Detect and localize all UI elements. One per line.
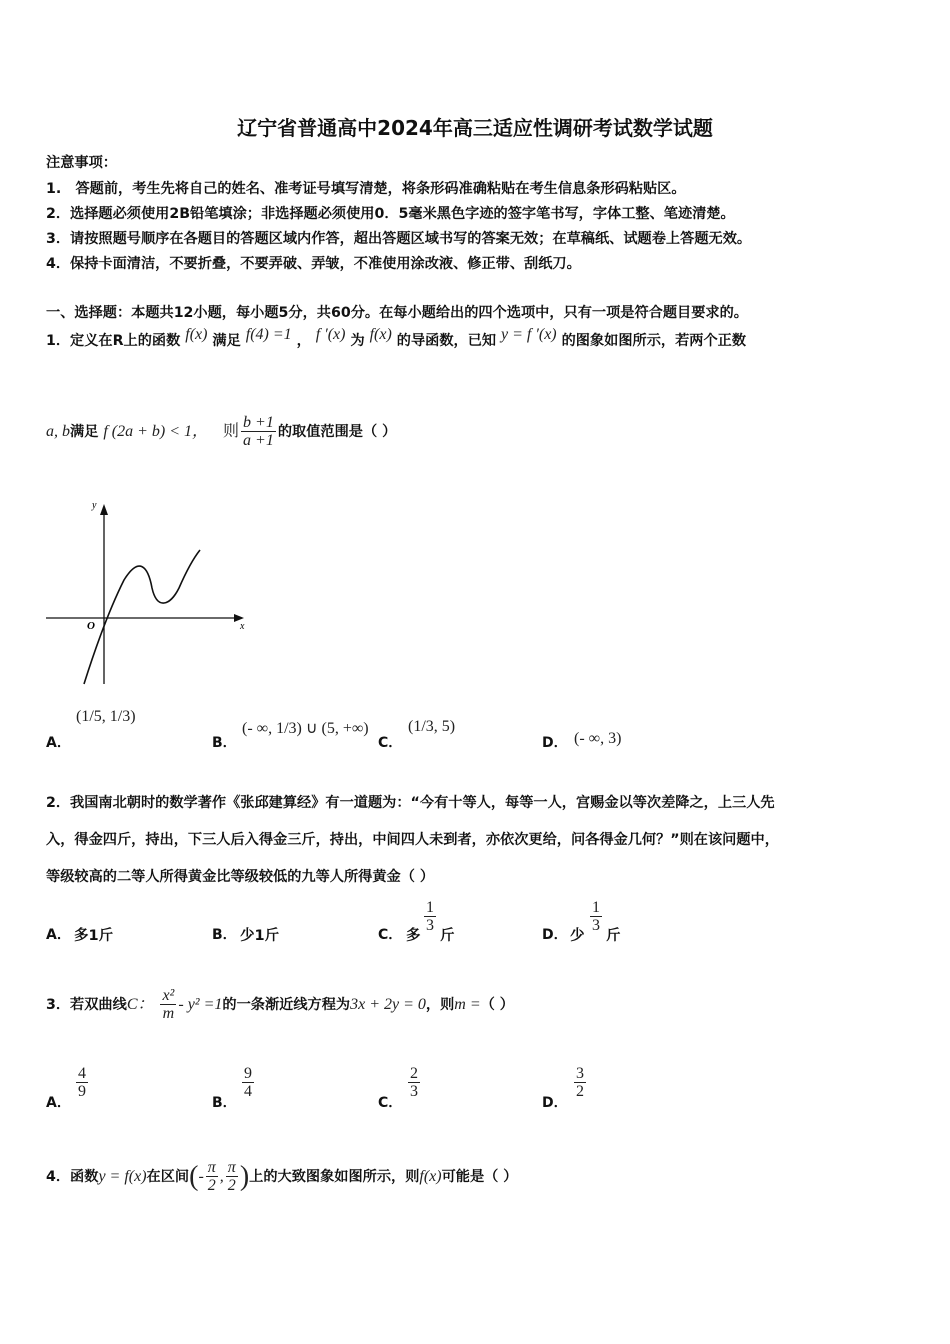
- q3-math-m: m =: [454, 996, 481, 1013]
- q3-b-num: 9: [244, 1065, 252, 1082]
- q1-math-fx2: f(x): [369, 326, 392, 343]
- q3-frac-num: x²: [162, 987, 175, 1004]
- question-4-stem: [46, 1160, 518, 1194]
- q3-option-b-fraction: [242, 1066, 254, 1100]
- q3-d-num: 3: [576, 1065, 584, 1082]
- q4-b-num: π: [227, 1159, 236, 1176]
- q4-neg: -: [198, 1168, 204, 1185]
- origin-label: O: [87, 620, 95, 632]
- q1-text-8: 的取值范围是（ ）: [277, 424, 397, 440]
- q2-option-c-label: C．: [378, 927, 403, 943]
- q3-b-den: 4: [244, 1083, 252, 1100]
- q2-d-num: 1: [592, 899, 600, 916]
- q3-text-1: 3．若双曲线: [46, 997, 127, 1013]
- q1-math-ineq: f (2a + b) < 1，: [103, 423, 209, 440]
- section-heading: 一、选择题：本题共12小题，每小题5分，共60分。在每小题给出的四个选项中，只有一项是符合题目要求的。: [46, 305, 748, 321]
- q1-options: [46, 704, 926, 754]
- q3-option-a-label: A．: [46, 1095, 71, 1111]
- notice-item-2: 2．选择题必须使用2B铅笔填涂；非选择题必须使用0．5毫米黑色字迹的签字笔书写，字体工整、笔迹清楚。: [46, 206, 735, 222]
- q1-text-1: 1．定义在R上的函数: [46, 333, 181, 349]
- notice-item-4: 4．保持卡面清洁，不要折叠，不要弄破、弄皱，不准使用涂改液、修正带、刮纸刀。: [46, 256, 581, 272]
- question-1-stem: [46, 326, 747, 350]
- q2-option-c-fraction: [424, 900, 436, 934]
- y-axis-label: y: [92, 500, 97, 511]
- q1-math-f4: f(4) =1: [245, 326, 292, 343]
- q2-option-c-text: 多: [406, 928, 421, 944]
- q4-interval-left: (: [189, 1161, 199, 1192]
- y-axis-arrow-icon: [100, 504, 108, 515]
- q1-text-6: 的图象如图所示，若两个正数: [561, 333, 747, 349]
- q3-option-b-label: B．: [212, 1095, 237, 1111]
- q1-frac-num: b +1: [243, 414, 274, 431]
- q3-c-den: 3: [410, 1083, 418, 1100]
- q2-options: [46, 898, 926, 952]
- q1-math-ab: a, b: [46, 423, 70, 440]
- question-2-line-1: 2．我国南北朝时的数学著作《张邱建算经》有一道题为：“今有十等人，每等一人，宫赐金以等次差降之，上三人先: [46, 795, 775, 811]
- q4-frac-b: [226, 1160, 238, 1194]
- q2-option-a-label: A．: [46, 927, 71, 943]
- q4-a-num: π: [207, 1159, 216, 1176]
- q2-option-b-label: B．: [212, 927, 237, 943]
- q3-math-asymptote: 3x + 2y = 0: [350, 996, 426, 1013]
- q3-text-3: ，则: [425, 997, 455, 1013]
- q4-text-3: 上的大致图象如图所示，则: [249, 1169, 420, 1185]
- q4-text-4: 可能是（ ）: [441, 1169, 518, 1185]
- q2-option-d-unit: 斤: [606, 928, 621, 944]
- q2-option-d-fraction: [590, 900, 602, 934]
- q2-c-num: 1: [426, 899, 434, 916]
- q1-math-fprime: f ′(x): [315, 326, 346, 343]
- question-2-line-3: 等级较高的二等人所得黄金比等级较低的九等人所得黄金（ ）: [46, 869, 435, 885]
- q1-option-d-value: (- ∞, 3): [574, 730, 622, 747]
- q1-text-2: 满足: [212, 333, 241, 349]
- q1-option-c-label: C．: [378, 735, 403, 751]
- q3-c-num: 2: [410, 1065, 418, 1082]
- q2-c-den: 3: [426, 917, 434, 934]
- q1-fraction: [241, 415, 276, 449]
- q1-option-a-value: (1/5, 1/3): [76, 708, 136, 725]
- q1-frac-den: a +1: [243, 432, 274, 449]
- q3-math-y2: - y² =1: [178, 996, 223, 1013]
- q2-option-b-value: 少1斤: [240, 928, 280, 944]
- x-axis-label: x: [240, 621, 245, 632]
- q4-text-1: 4．函数: [46, 1169, 99, 1185]
- q4-interval-right: ): [239, 1161, 250, 1192]
- q1-text-7: 满足: [70, 424, 99, 440]
- q3-options: [46, 1066, 926, 1116]
- notice-item-1: 1. 答题前，考生先将自己的姓名、准考证号填写清楚，将条形码准确粘贴在考生信息条形码粘贴区。: [46, 181, 686, 197]
- q3-option-a-fraction: [76, 1066, 88, 1100]
- q1-text-4: 为: [350, 333, 365, 349]
- q1-option-b-value: (- ∞, 1/3) ∪ (5, +∞): [242, 720, 369, 737]
- q4-text-2: 在区间: [146, 1169, 190, 1185]
- q1-text-5: 的导函数，已知: [396, 333, 497, 349]
- q1-option-b-label: B．: [212, 735, 237, 751]
- q3-frac-den: m: [162, 1005, 175, 1022]
- q3-option-d-label: D．: [542, 1095, 568, 1111]
- q1-option-c-value: (1/3, 5): [408, 718, 456, 735]
- q2-option-d-label: D．: [542, 927, 568, 943]
- q1-option-a-label: A．: [46, 735, 71, 751]
- q3-fraction: [160, 988, 176, 1022]
- question-1-condition: [46, 415, 396, 449]
- q4-b-den: 2: [227, 1177, 236, 1194]
- q3-a-num: 4: [78, 1065, 86, 1082]
- q1-math-fx: f(x): [185, 326, 208, 343]
- q2-option-a-value: 多1斤: [74, 928, 114, 944]
- q2-d-den: 3: [592, 917, 600, 934]
- q4-frac-a: [206, 1160, 218, 1194]
- q3-text-2: 的一条渐近线方程为: [222, 997, 351, 1013]
- q3-option-d-fraction: [574, 1066, 586, 1100]
- derivative-curve: [84, 550, 200, 684]
- page-title: 辽宁省普通高中2024年高三适应性调研考试数学试题: [237, 116, 713, 140]
- q4-math-fx: f(x): [419, 1168, 442, 1185]
- q4-math-yfx: y = f(x): [98, 1168, 147, 1185]
- q4-a-den: 2: [207, 1177, 216, 1194]
- q2-option-d-text: 少: [570, 928, 585, 944]
- q1-text-3: ，: [296, 333, 311, 349]
- q1-option-d-label: D．: [542, 735, 568, 751]
- q2-option-c-unit: 斤: [440, 928, 455, 944]
- q1-math-yfprime: y = f ′(x): [501, 326, 557, 343]
- q1-derivative-graph: [44, 498, 254, 688]
- q3-text-4: （ ）: [480, 997, 514, 1013]
- q4-comma: ,: [219, 1168, 224, 1185]
- q1-ze: 则: [223, 423, 240, 440]
- q3-option-c-fraction: [408, 1066, 420, 1100]
- question-2-line-2: 入，得金四斤，持出，下三人后入得金三斤，持出，中间四人未到者，亦依次更给，问各得金几何？”则在该问题中，: [46, 832, 779, 848]
- q3-option-c-label: C．: [378, 1095, 403, 1111]
- q3-d-den: 2: [576, 1083, 584, 1100]
- question-3-stem: [46, 988, 514, 1022]
- notice-item-3: 3．请按照题号顺序在各题目的答题区域内作答，超出答题区域书写的答案无效；在草稿纸、试题卷上答题无效。: [46, 231, 752, 247]
- notice-heading: 注意事项：: [46, 155, 117, 171]
- q3-a-den: 9: [78, 1083, 86, 1100]
- q3-math-c: C：: [126, 996, 154, 1013]
